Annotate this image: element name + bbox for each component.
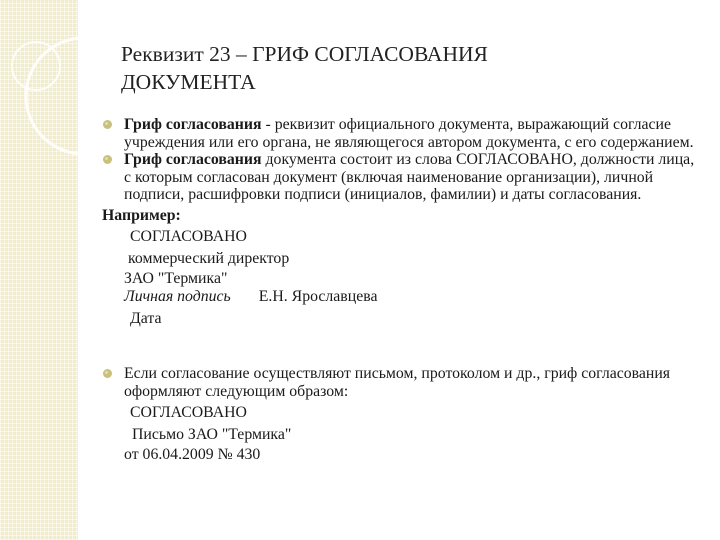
- title-line-1: Реквизит 23 – ГРИФ СОГЛАСОВАНИЯ: [121, 42, 488, 66]
- slide-body: [102, 116, 702, 463]
- bullet-icon: [103, 369, 112, 378]
- letter-stamp-letter: Письмо ЗАО "Термика": [132, 426, 292, 443]
- stamp-date: Дата: [130, 310, 162, 327]
- bullet-letter-approval: [102, 365, 702, 400]
- bullet-composition: [102, 151, 702, 204]
- bullet-text: Если согласование осуществляют письмом, протоколом и др., гриф согласования оформляют следующим образом:: [124, 365, 671, 400]
- approval-stamp-example: [102, 226, 702, 331]
- bullet-term: Гриф согласования: [124, 151, 262, 168]
- example-heading: Например:: [102, 206, 181, 224]
- stamp-organization: ЗАО "Термика": [124, 270, 228, 287]
- letter-stamp-date-number: от 06.04.2009 № 430: [124, 446, 261, 463]
- stamp-signature-name: Е.Н. Ярославцева: [258, 288, 378, 305]
- letter-stamp-example: [102, 402, 702, 463]
- bullet-text: документа состоит из слова СОГЛАСОВАНО, должности лица, с которым согласован документ (включая наименование организации), личной подписи, расшифровки подписи (инициалов, фамилии) и даты согласования.: [124, 151, 695, 203]
- bullet-icon: [103, 120, 112, 129]
- bullet-definition: [102, 116, 702, 151]
- stamp-approved: СОГЛАСОВАНО: [130, 228, 247, 245]
- stamp-signature-line: [102, 287, 702, 306]
- title-line-2: ДОКУМЕНТА: [121, 70, 256, 94]
- bullet-term: Гриф согласования: [124, 116, 262, 133]
- bullet-text: - реквизит официального документа, выражающий согласие учреждения или его органа, не являющегося автором документа, с его содержанием.: [124, 116, 694, 151]
- stamp-signature: Личная подпись: [124, 288, 231, 305]
- slide-title: [121, 40, 681, 96]
- stamp-position: коммерческий директор: [128, 250, 290, 267]
- bullet-icon: [103, 155, 112, 164]
- letter-stamp-approved: СОГЛАСОВАНО: [130, 404, 247, 421]
